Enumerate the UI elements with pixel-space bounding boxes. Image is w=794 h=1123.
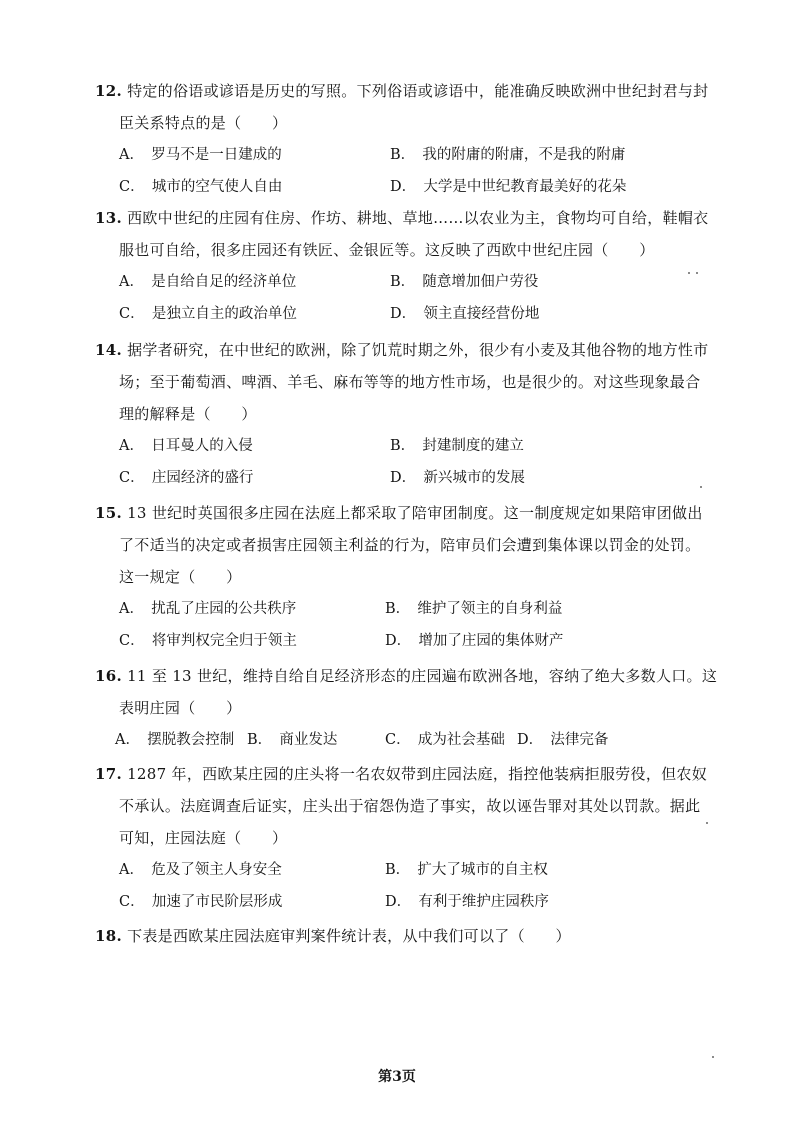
question-text: 特定的俗语或谚语是历史的写照。下列俗语或谚语中，能准确反映欧洲中世纪封君与封 — [127, 82, 709, 100]
option-c[interactable]: C． 庄园经济的盛行 — [119, 470, 254, 486]
option-d[interactable]: D． 新兴城市的发展 — [390, 470, 525, 486]
option-d[interactable]: D． 有利于维护庄园秩序 — [385, 894, 549, 910]
option-b[interactable]: B． 维护了领主的自身利益 — [385, 601, 563, 617]
options-row — [95, 139, 695, 171]
options-row — [95, 886, 695, 918]
option-c[interactable]: C． 将审判权完全归于领主 — [119, 633, 297, 649]
options-row — [95, 430, 695, 462]
question-text: 了不适当的决定或者损害庄园领主利益的行为，陪审员们会遭到集体课以罚金的处罚。 — [119, 536, 701, 554]
question-text: 不承认。法庭调查后证实，庄头出于宿怨伪造了事实，故以诬告罪对其处以罚款。据此 — [119, 797, 701, 815]
question-text: 表明庄园（ ） — [119, 699, 242, 717]
question-number: 18. — [95, 927, 122, 945]
options-row — [95, 625, 695, 657]
scan-speck — [712, 1056, 714, 1058]
options-row — [95, 593, 695, 625]
question-text: 可知，庄园法庭（ ） — [119, 829, 288, 847]
option-c[interactable]: C． 加速了市民阶层形成 — [119, 894, 283, 910]
option-b[interactable]: B． 封建制度的建立 — [390, 438, 524, 454]
question-12 — [95, 75, 709, 203]
scan-speck — [706, 822, 708, 824]
question-text: 西欧中世纪的庄园有住房、作坊、耕地、草地……以农业为主，食物均可自给，鞋帽衣 — [127, 209, 709, 227]
option-d[interactable]: D． 法律完备 — [517, 732, 609, 748]
options-row — [95, 266, 695, 298]
question-number: 13. — [95, 209, 122, 227]
scan-speck — [688, 272, 690, 274]
question-number: 17. — [95, 765, 122, 783]
option-a[interactable]: A． 扰乱了庄园的公共秩序 — [119, 601, 297, 617]
question-text: 13 世纪时英国很多庄园在法庭上都采取了陪审团制度。这一制度规定如果陪审团做出 — [127, 504, 703, 522]
option-c[interactable]: C． 是独立自主的政治单位 — [119, 306, 297, 322]
option-b[interactable]: B． 随意增加佃户劳役 — [390, 274, 539, 290]
option-a[interactable]: A． 是自给自足的经济单位 — [119, 274, 297, 290]
options-row — [95, 462, 695, 494]
question-text: 理的解释是（ ） — [119, 405, 257, 423]
question-text: 这一规定（ ） — [119, 568, 242, 586]
scan-speck — [696, 272, 698, 274]
options-row — [95, 298, 695, 330]
question-15 — [95, 497, 703, 657]
question-number: 16. — [95, 667, 122, 685]
option-c[interactable]: C． 城市的空气使人自由 — [119, 179, 283, 195]
option-b[interactable]: B． 我的附庸的附庸，不是我的附庸 — [390, 147, 626, 163]
options-row — [95, 724, 695, 756]
question-text: 据学者研究，在中世纪的欧洲，除了饥荒时期之外，很少有小麦及其他谷物的地方性市 — [127, 341, 709, 359]
option-a[interactable]: A． 摆脱教会控制 — [115, 732, 235, 748]
question-17 — [95, 758, 708, 918]
option-d[interactable]: D． 大学是中世纪教育最美好的花朵 — [390, 179, 627, 195]
scan-speck — [700, 486, 702, 488]
option-a[interactable]: A． 罗马不是一日建成的 — [119, 147, 282, 163]
question-text: 场；至于葡萄酒、啤酒、羊毛、麻布等等的地方性市场，也是很少的。对这些现象最合 — [119, 373, 701, 391]
options-row — [95, 854, 695, 886]
options-row — [95, 171, 695, 203]
question-number: 12. — [95, 82, 122, 100]
option-d[interactable]: D． 增加了庄园的集体财产 — [385, 633, 564, 649]
question-18 — [95, 920, 695, 952]
question-14 — [95, 334, 709, 494]
question-16 — [95, 660, 718, 756]
question-number: 14. — [95, 341, 122, 359]
question-text: 服也可自给，很多庄园还有铁匠、金银匠等。这反映了西欧中世纪庄园（ ） — [119, 241, 655, 259]
option-b[interactable]: B． 扩大了城市的自主权 — [385, 862, 548, 878]
page-number: 第3页 — [378, 1069, 416, 1085]
question-text: 臣关系特点的是（ ） — [119, 114, 288, 132]
option-a[interactable]: A． 日耳曼人的入侵 — [119, 438, 253, 454]
option-c[interactable]: C． 成为社会基础 — [385, 732, 505, 748]
question-text: 11 至 13 世纪，维持自给自足经济形态的庄园遍布欧洲各地，容纳了绝大多数人口。这 — [127, 667, 718, 685]
question-number: 15. — [95, 504, 122, 522]
option-a[interactable]: A． 危及了领主人身安全 — [119, 862, 282, 878]
option-d[interactable]: D． 领主直接经营份地 — [390, 306, 540, 322]
question-text: 1287 年，西欧某庄园的庄头将一名农奴带到庄园法庭，指控他装病拒服劳役，但农奴 — [127, 765, 708, 783]
question-text: 下表是西欧某庄园法庭审判案件统计表，从中我们可以了（ ） — [127, 927, 571, 945]
question-13 — [95, 202, 709, 330]
option-b[interactable]: B． 商业发达 — [247, 732, 338, 748]
